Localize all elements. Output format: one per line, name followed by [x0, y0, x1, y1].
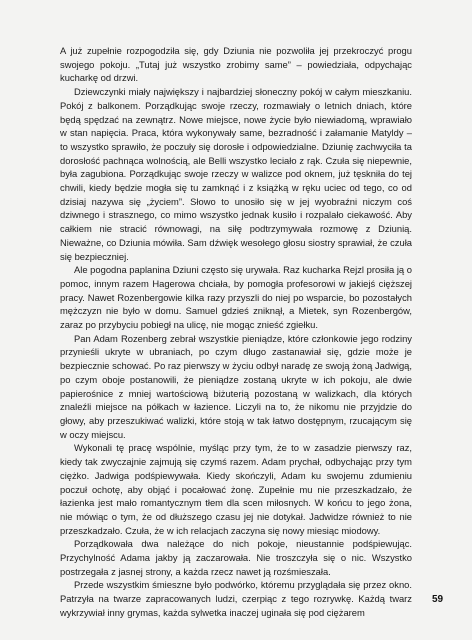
paragraph: Porządkowała dwa należące do nich pokoje, nieustannie podśpiewując. Przychylność Adama jakby ją zaczarowała. Nie troszczyła się o nic. Wszystko postrzegała z jasnej strony, a każda rzecz nawet ją rozśmieszała. [60, 538, 412, 577]
paragraph: Ale pogodna paplanina Dziuni często się urywała. Raz kucharka Rejzl prosiła ją o pomoc, innym razem Hagerowa chciała, by pomogła profesorowi w jakiejś cięższej pracy. Nawet Rozenbergowie kilka razy przyszli do niej po wsparcie, bo pozostałych mężczyzn nie było w domu. Samuel gdzieś zniknął, a Mietek, syn Rozenbergów, zaraz po przybyciu pobiegł na ulicę, nie mogąc znieść zgiełku. [60, 264, 412, 331]
paragraph: Wykonali tę pracę wspólnie, myśląc przy tym, że to w zasadzie pierwszy raz, kiedy tak zwyczajnie zajmują się czymś razem. Adam prychał, odbychając przy tym ciężko. Jadwiga podśpiewywała. Kiedy skończyli, Adam ku swojemu zdumieniu poczuł ochotę, aby objąć i pocałować żonę. Zupełnie mu nie przeszkadzało, że łazienka jest mało romantycznym tłem dla scen miłosnych. W końcu to jego żona, nie mówiąc o tym, że od dłuższego czasu jej nie dotykał. Jadwidze również to nie przeszkadzało. Czuła, że w ich relacjach zaczyna się nowy miesiąc miodowy. [60, 442, 412, 536]
paragraph: Przede wszystkim śmieszne było podwórko, któremu przyglądała się przez okno. Patrzyła na twarze zapracowanych ludzi, czerpiąc z tego rozrywkę. Każdą twarz wykrzywiał inny grymas, każda sylwetka inaczej uginała się pod ciężarem [60, 579, 412, 618]
paragraph: A już zupełnie rozpogodziła się, gdy Dziunia nie pozwoliła jej przekroczyć progu swojego pokoju. „Tutaj już wszystko zrobimy same” – powiedziała, odpychając kucharkę od drzwi. [60, 45, 412, 84]
paragraph: Dziewczynki miały największy i najbardziej słoneczny pokój w całym mieszkaniu. Pokój z balkonem. Porządkując swoje rzeczy, rozmawiały o letnich dniach, które będą spędzać na zewnątrz. Nowe miejsce, nowe życie było niewiadomą, wprawiało w stan napięcia. Praca, która wykonywały same, bezradność i załamanie Matyldy – to wszystko sprawiło, że poczuły się dorosłe i odpowiedzialne. Dziunię zachwyciła ta dorosłość pachnąca wolnością, ale Belli wszystko leciało z rąk. Czuła się niepewnie, była zagubiona. Porządkując swoje rzeczy w walizce pod oknem, już tęskniła do tej chwili, kiedy będzie mogła się tu zamknąć i z książką w ręku uciec od tego, co od dzisiaj nazywa się „życiem”. Słowo to unosiło się w jej wyobraźni niczym coś dziwnego i strasznego, co mimo wszystko jednak kusiło i rozpalało ciekawość. Aby całkiem nie stracić równowagi, na siłę podtrzymywała rozmowę z Dziunią. Nieważne, co Dziunia mówiła. Sam dźwięk wesołego głosu siostry sprawiał, że czuła się bezpieczniej. [60, 86, 412, 262]
page-number: 59 [432, 594, 444, 605]
paragraph: Pan Adam Rozenberg zebrał wszystkie pieniądze, które członkowie jego rodziny przynieśli ukryte w ubraniach, po czym długo zastanawiał się, gdzie może je bezpiecznie schować. Po raz pierwszy w życiu odbył naradę ze swoją żoną Jadwigą, po czym oboje postanowili, że pieniądze zostaną ukryte w ich pokoju, ale dwie papierośnice z mniej wartościową biżuterią pozostaną w walizkach, dla których znaleźli miejsce na półkach w łazience. Liczyli na to, że nikomu nie przyjdzie do głowy, aby przeszukiwać walizki, które stoją w tak łatwo dostępnym, rzucającym się w oczy miejscu. [60, 332, 412, 440]
page-body-text [60, 44, 412, 620]
